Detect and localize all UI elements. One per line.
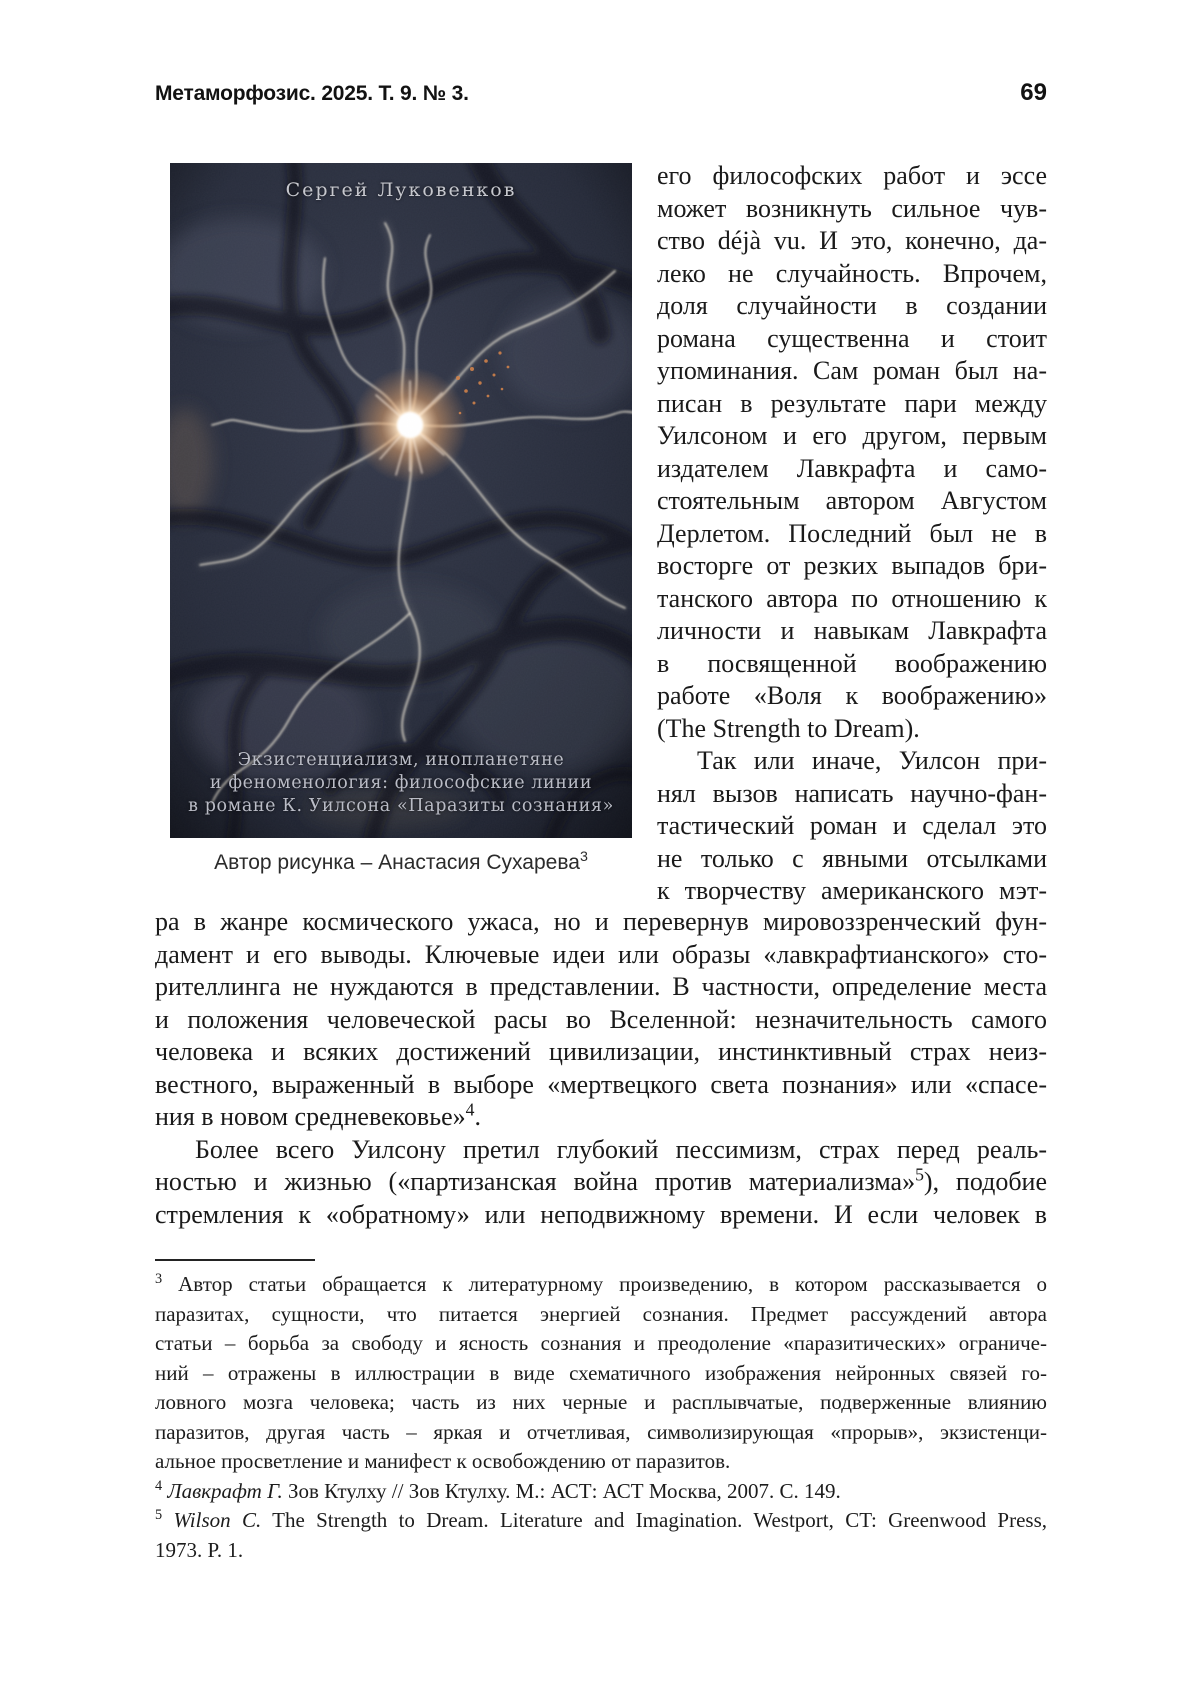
text-line: Экзистенциализм, инопланетяне xyxy=(237,750,565,770)
figure-caption xyxy=(170,851,632,875)
text-line: Более всего Уилсону претил глубокий пессимизм, страх перед реаль- xyxy=(195,1134,1047,1164)
illustration-article-title xyxy=(170,749,632,818)
text-line: ловного мозга человека; часть из них черные и расплывчатые, подверженные влиянию xyxy=(155,1390,1047,1414)
article-body-text xyxy=(155,906,1047,1231)
text-line: ний – отражены в иллюстрации в виде схематичного изображения нейронных связей го- xyxy=(155,1360,1047,1385)
footnote-rule xyxy=(155,1259,315,1261)
illustration-author-name: Сергей Луковенков xyxy=(285,179,517,201)
text-line: упоминания. Сам роман был на- xyxy=(657,356,1047,385)
page-number: 69 xyxy=(1020,79,1047,106)
text-line: восторге от резких выпадов бри- xyxy=(657,551,1047,580)
text-line: доля случайности в создании xyxy=(657,291,1047,320)
text-line: издателем Лавкрафта и само- xyxy=(657,453,1047,483)
text-line: паразитах, сущности, что питается энергией сознания. Предмет рассуждений автора xyxy=(155,1301,1047,1326)
article-right-column xyxy=(657,160,1047,908)
text-line: статьи – борьба за свободу и ясность сознания и преодоление «паразитических» ограниче- xyxy=(155,1331,1047,1355)
text-line: в романе К. Уилсона «Паразиты сознания» xyxy=(188,796,614,816)
neural-illustration xyxy=(170,163,632,838)
text-line: стремления к «обратному» или неподвижному времени. И если человек в xyxy=(155,1199,1047,1229)
text-line: и феноменология: философские линии xyxy=(209,773,593,793)
text-line: танского автора по отношению к xyxy=(657,583,1047,613)
text-line: Так или иначе, Уилсон при- xyxy=(697,746,1047,775)
text-line: в посвященной воображению xyxy=(657,648,1047,678)
text-line: не только с явными отсылками xyxy=(657,843,1047,873)
text-line: личности и навыкам Лавкрафта xyxy=(657,616,1047,645)
text-line: нял вызов написать научно-фан- xyxy=(657,778,1047,808)
text-line: $^5$ Wilson C. The Strength to Dream. Literature and Imagination. Westport, CT: Greenwood Press, xyxy=(155,1507,1047,1532)
text-line: (The Strength to Dream). xyxy=(657,713,920,743)
text-line: леко не случайность. Впрочем, xyxy=(657,258,1047,288)
figure-block xyxy=(170,163,632,875)
text-line: Автор рисунка – Анастасия Сухарева$^3$ xyxy=(214,849,588,874)
text-line: альное просветление и манифест к освобождению от паразитов. xyxy=(155,1449,731,1473)
text-line: человека и всяких достижений цивилизации, инстинктивный страх неиз- xyxy=(155,1037,1047,1066)
text-line: ностью и жизнью («партизанская война против материализма»$^5$), подобие xyxy=(155,1164,1048,1196)
text-line: романа существенна и стоит xyxy=(657,323,1047,353)
text-line: его философских работ и эссе xyxy=(657,161,1047,190)
text-line: и положения человеческой расы во Вселенной: незначительность самого xyxy=(155,1004,1047,1034)
neural-illustration-art xyxy=(170,163,632,838)
text-line: стоятельным автором Августом xyxy=(657,486,1047,515)
text-line: рителлинга не нуждаются в представлении. В частности, определение места xyxy=(155,972,1047,1001)
text-line: может возникнуть сильное чув- xyxy=(657,193,1047,223)
text-line: ния в новом средневековье»$^4$. xyxy=(155,1099,481,1131)
text-line: $^3$ Автор статьи обращается к литературному произведению, в котором рассказывается о xyxy=(155,1271,1047,1296)
text-line: Дерлетом. Последний был не в xyxy=(657,518,1047,548)
text-line: писан в результате пари между xyxy=(657,388,1047,418)
text-line: к творчеству американского мэт- xyxy=(657,876,1047,905)
text-line: вестного, выраженный в выборе «мертвецкого света познания» или «спасе- xyxy=(155,1069,1047,1099)
text-line: Уилсоном и его другом, первым xyxy=(657,421,1047,450)
text-line: $^4$ Лавкрафт Г. Зов Ктулху // Зов Ктулху. М.: АСТ: АСТ Москва, 2007. С. 149. xyxy=(155,1477,841,1503)
text-line: 1973. P. 1. xyxy=(155,1537,244,1562)
text-line: тастический роман и сделал это xyxy=(657,811,1047,840)
text-line: ра в жанре космического ужаса, но и перевернув мировоззренческий фун- xyxy=(155,907,1047,936)
text-line: ство déjà vu. И это, конечно, да- xyxy=(657,226,1047,255)
footnotes xyxy=(155,1270,1047,1565)
text-line: дамент и его выводы. Ключевые идеи или образы «лавкрафтианского» сто- xyxy=(155,939,1047,969)
text-line: работе «Воля к воображению» xyxy=(657,681,1047,710)
running-head-journal: Метаморфозис. 2025. Т. 9. № 3. xyxy=(155,82,469,105)
text-line: паразитов, другая часть – яркая и отчетливая, символизирующая «прорыв», экзистенци- xyxy=(155,1419,1047,1444)
